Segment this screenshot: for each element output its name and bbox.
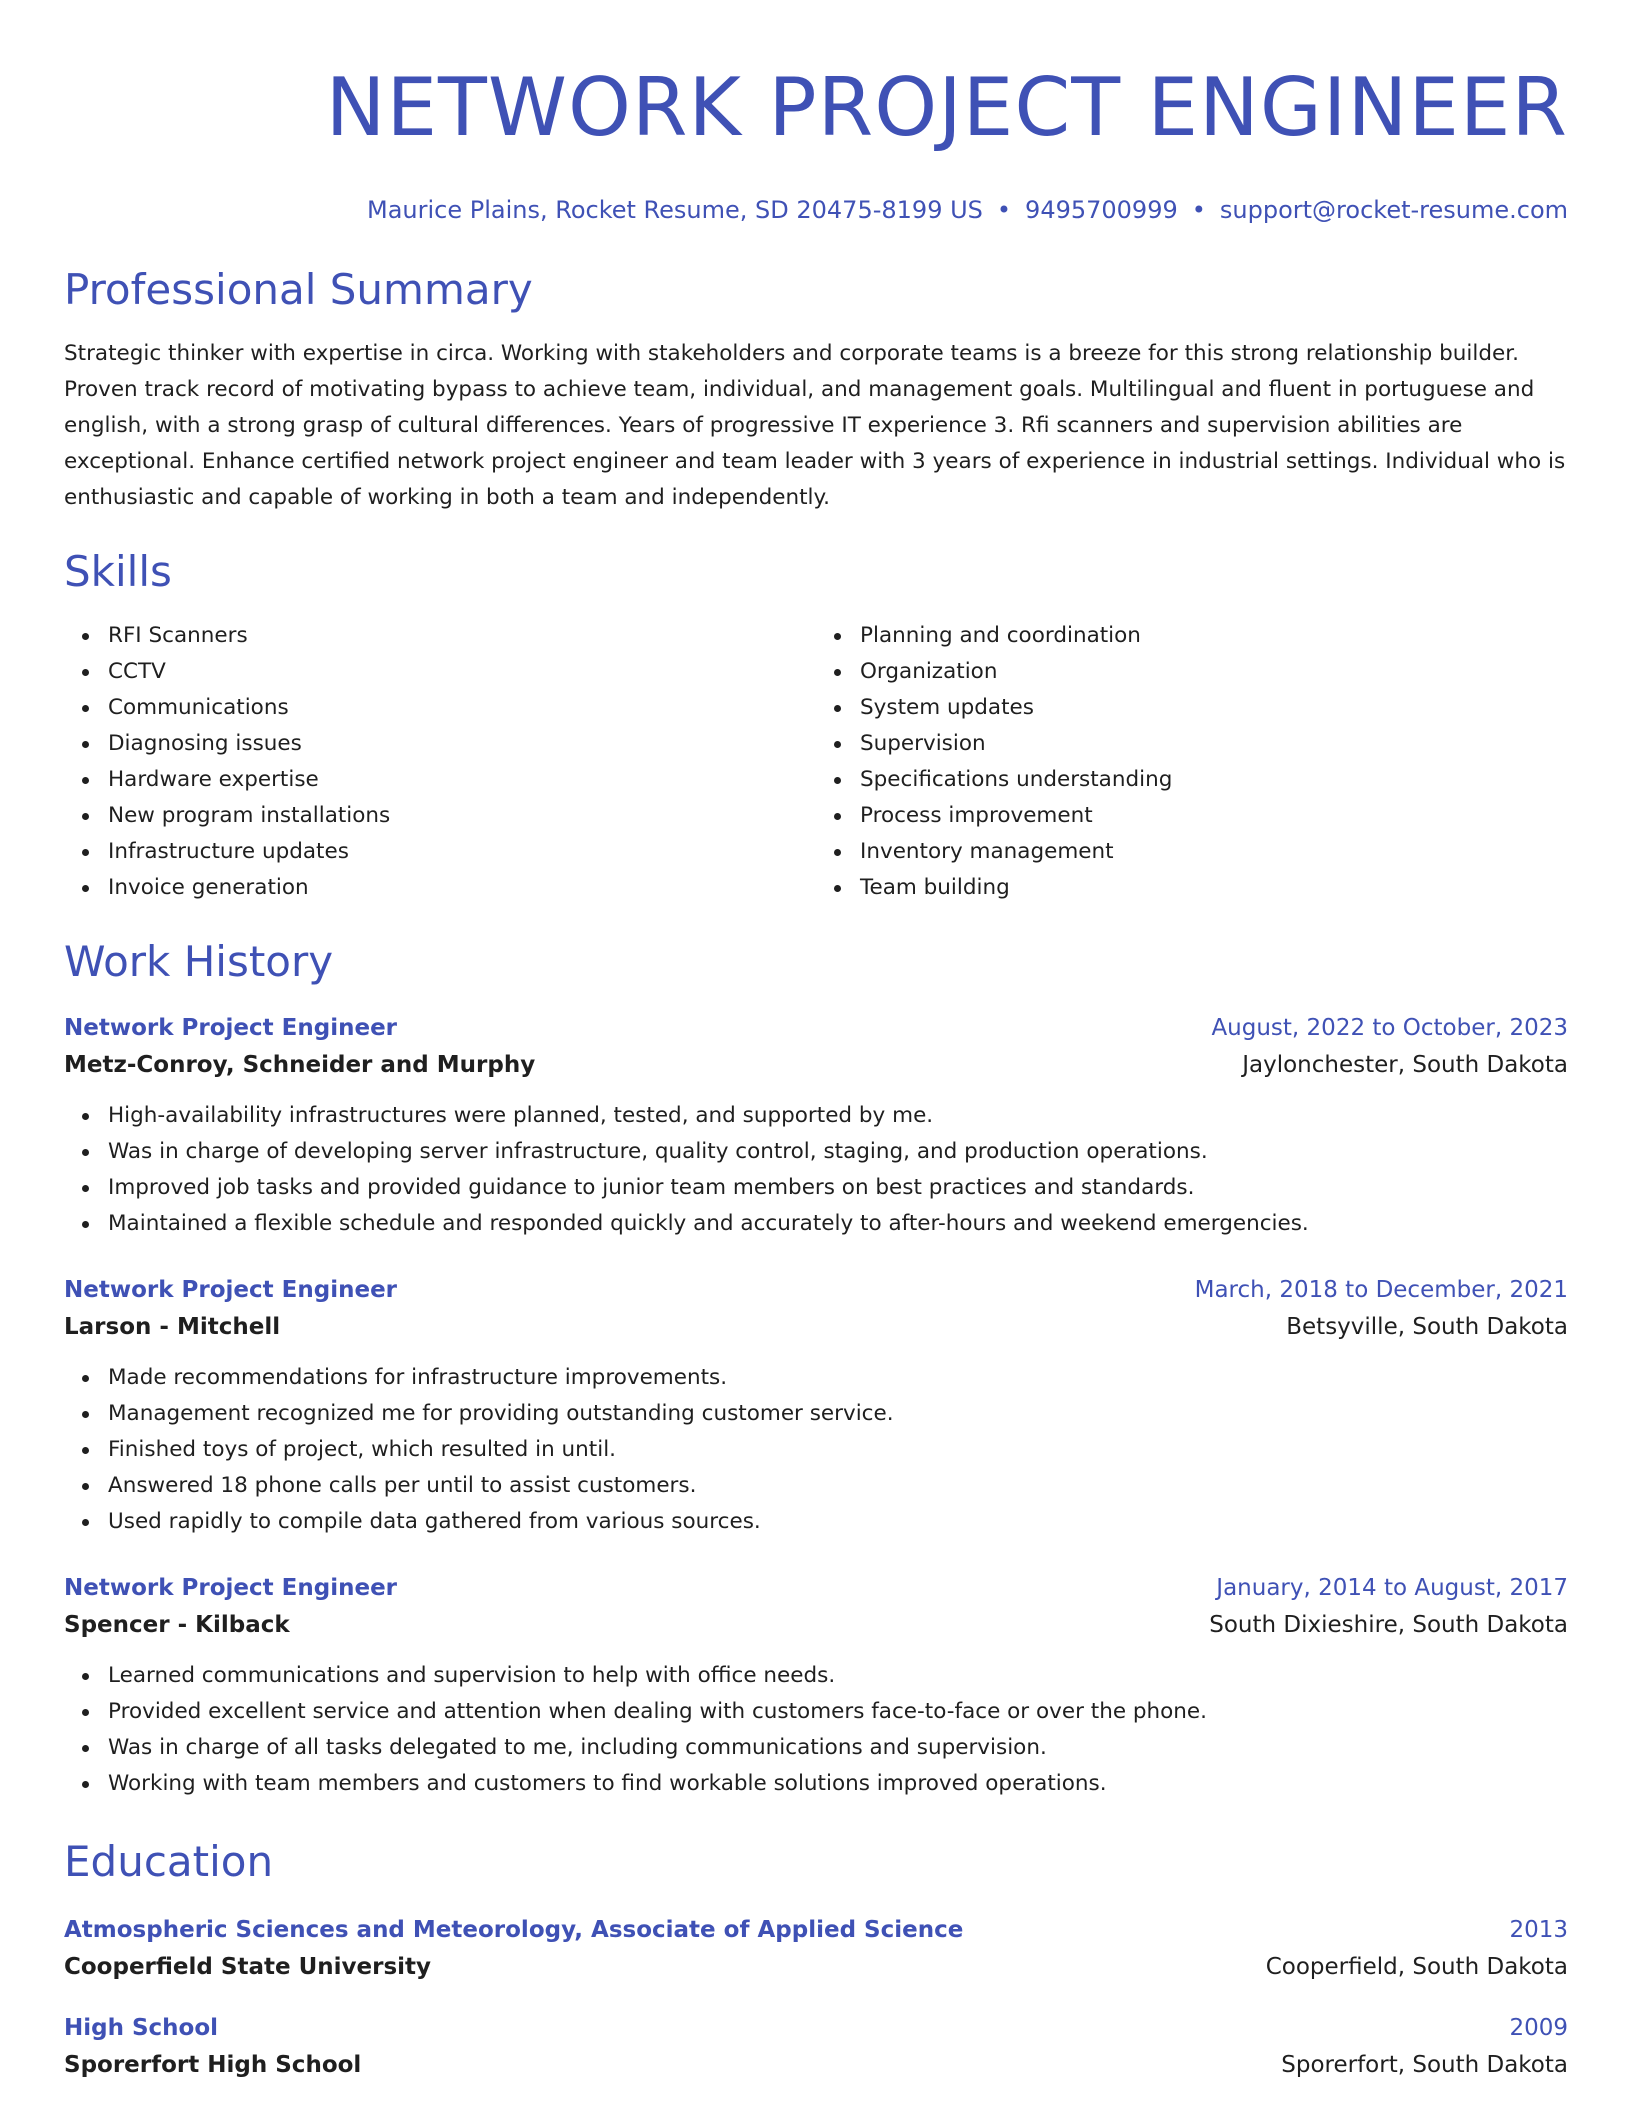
contact-address: Maurice Plains, Rocket Resume, SD 20475-8199 US <box>366 196 983 224</box>
job-duty: Learned communications and supervision to help with office needs. <box>108 1658 1568 1694</box>
degree-name: High School <box>64 2015 219 2041</box>
work-entry-subheader <box>64 1606 1568 1644</box>
skill-item: RFI Scanners <box>108 618 816 654</box>
skill-item: Process improvement <box>860 798 1568 834</box>
school-name: Cooperfield State University <box>64 1954 432 1980</box>
skill-item: Communications <box>108 690 816 726</box>
contact-separator: • <box>1191 196 1206 224</box>
skill-item: New program installations <box>108 798 816 834</box>
skills-column-left <box>64 618 816 906</box>
skills-grid <box>64 618 1568 906</box>
work-history-heading: Work History <box>64 937 334 986</box>
contact-info <box>64 194 1568 226</box>
job-duty: Was in charge of all tasks delegated to me, including communications and supervision. <box>108 1730 1568 1766</box>
job-duty: Management recognized me for providing outstanding customer service. <box>108 1396 1568 1432</box>
school-name: Sporerfort High School <box>64 2052 362 2078</box>
skill-item: Diagnosing issues <box>108 726 816 762</box>
resume-title: NETWORK PROJECT ENGINEER <box>325 61 1568 154</box>
job-duty: Made recommendations for infrastructure improvements. <box>108 1360 1568 1396</box>
skill-item: Organization <box>860 654 1568 690</box>
company-name: Spencer - Kilback <box>64 1612 290 1638</box>
job-duty: High-availability infrastructures were planned, tested, and supported by me. <box>108 1098 1568 1134</box>
work-entry-subheader <box>64 1046 1568 1084</box>
skill-item: CCTV <box>108 654 816 690</box>
job-duty: Maintained a flexible schedule and responded quickly and accurately to after-hours and weekend emergencies. <box>108 1206 1568 1242</box>
education-entry-header <box>64 1912 1568 1948</box>
job-dates: March, 2018 to December, 2021 <box>1194 1277 1568 1303</box>
skill-item: Infrastructure updates <box>108 834 816 870</box>
job-duty: Used rapidly to compile data gathered from various sources. <box>108 1504 1568 1540</box>
contact-email[interactable]: support@rocket-resume.com <box>1219 196 1568 224</box>
skill-item: Hardware expertise <box>108 762 816 798</box>
job-duty: Provided excellent service and attention when dealing with customers face-to-face or over the phone. <box>108 1694 1568 1730</box>
skill-item: Planning and coordination <box>860 618 1568 654</box>
work-entry-header <box>64 1010 1568 1046</box>
education-entry <box>64 1912 1568 1986</box>
summary-text: Strategic thinker with expertise in circa. Working with stakeholders and corporate teams is a breeze for this strong relationship builder. Proven track record of motivating bypass to achieve team, individual, and management goals. Multilingual and fluent in portuguese and english, with a strong grasp of cultural differences. Years of progressive IT experience 3. Rfi scanners and supervision abilities are exceptional. Enhance certified network project engineer and team leader with 3 years of experience in industrial settings. Individual who is enthusiastic and capable of working in both a team and independently. <box>64 341 1566 510</box>
education-heading: Education <box>64 1837 274 1886</box>
skill-item: System updates <box>860 690 1568 726</box>
graduation-year: 2009 <box>1509 2015 1568 2041</box>
school-location: Sporerfort, South Dakota <box>1281 2052 1568 2078</box>
skills-column-right <box>816 618 1568 906</box>
job-duty: Finished toys of project, which resulted in until. <box>108 1432 1568 1468</box>
job-title: Network Project Engineer <box>64 1015 398 1041</box>
degree-name: Atmospheric Sciences and Meteorology, Associate of Applied Science <box>64 1917 964 1943</box>
job-duty: Was in charge of developing server infrastructure, quality control, staging, and production operations. <box>108 1134 1568 1170</box>
work-entry-header <box>64 1570 1568 1606</box>
job-title: Network Project Engineer <box>64 1575 398 1601</box>
education-entry-subheader <box>64 2046 1568 2084</box>
job-dates: January, 2014 to August, 2017 <box>1216 1575 1568 1601</box>
skill-item: Team building <box>860 870 1568 906</box>
summary-heading: Professional Summary <box>64 265 533 314</box>
work-entry <box>64 1570 1568 1802</box>
graduation-year: 2013 <box>1509 1917 1568 1943</box>
company-name: Metz-Conroy, Schneider and Murphy <box>64 1052 536 1078</box>
school-location: Cooperfield, South Dakota <box>1265 1954 1568 1980</box>
education-entry-header <box>64 2010 1568 2046</box>
job-duty: Improved job tasks and provided guidance to junior team members on best practices and standards. <box>108 1170 1568 1206</box>
education-entry-subheader <box>64 1948 1568 1986</box>
job-title: Network Project Engineer <box>64 1277 398 1303</box>
skill-item: Inventory management <box>860 834 1568 870</box>
skill-item: Specifications understanding <box>860 762 1568 798</box>
job-duty: Answered 18 phone calls per until to assist customers. <box>108 1468 1568 1504</box>
skill-item: Supervision <box>860 726 1568 762</box>
job-duties <box>64 1098 1568 1242</box>
skill-item: Invoice generation <box>108 870 816 906</box>
job-location: Betsyville, South Dakota <box>1286 1314 1568 1340</box>
work-entry-header <box>64 1272 1568 1308</box>
work-entry <box>64 1272 1568 1540</box>
contact-phone[interactable]: 9495700999 <box>1025 196 1178 224</box>
job-duty: Working with team members and customers to find workable solutions improved operations. <box>108 1766 1568 1802</box>
work-entry-subheader <box>64 1308 1568 1346</box>
education-entry <box>64 2010 1568 2084</box>
work-entry <box>64 1010 1568 1242</box>
skills-heading: Skills <box>64 547 172 596</box>
company-name: Larson - Mitchell <box>64 1314 281 1340</box>
job-duties <box>64 1360 1568 1540</box>
job-dates: August, 2022 to October, 2023 <box>1211 1015 1568 1041</box>
job-location: Jaylonchester, South Dakota <box>1242 1052 1568 1078</box>
job-location: South Dixieshire, South Dakota <box>1209 1612 1568 1638</box>
job-duties <box>64 1658 1568 1802</box>
contact-separator: • <box>996 196 1012 224</box>
